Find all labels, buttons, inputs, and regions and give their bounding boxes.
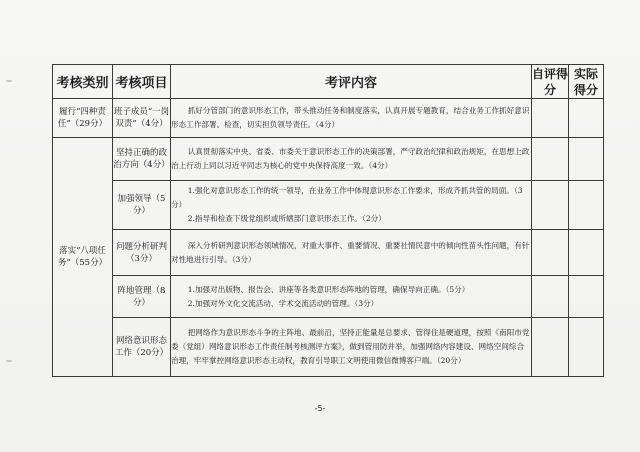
content-text: 2.加强对外文化交流活动、学术交流活动的管理。（3分）	[187, 298, 379, 308]
item-cell: 班子成员“一岗双责”（4分）	[113, 99, 171, 138]
scan-mark	[6, 360, 12, 362]
actual-score-cell	[569, 318, 604, 377]
header-content: 考评内容	[171, 65, 532, 99]
table-row	[53, 181, 604, 230]
actual-score-cell	[569, 138, 604, 181]
content-text: 深入分析研判意识形态领域情况，对重大事件、重要情况、重要社情民意中的倾向性苗头性问题，有针对性地进行引导。（3分）	[171, 240, 530, 264]
table-row	[53, 276, 604, 318]
self-score-cell	[532, 230, 569, 276]
item-cell: 加强领导（5分）	[113, 181, 171, 230]
actual-score-cell	[569, 276, 604, 318]
content-cell	[171, 138, 532, 181]
header-self-score: 自评得分	[532, 66, 569, 97]
self-score-cell	[532, 99, 569, 138]
self-score-cell	[532, 181, 569, 230]
self-score-cell	[532, 276, 569, 318]
self-score-cell	[532, 318, 569, 377]
table-row	[53, 230, 604, 276]
table-row	[53, 138, 604, 181]
header-category: 考核类别	[53, 65, 113, 99]
content-text: 1.加强对出版物、报告会、讲座等各类意识形态阵地的管理，确保导向正确。（5分）	[187, 284, 470, 294]
header-item: 考核项目	[113, 65, 171, 99]
page-number: -5-	[314, 404, 326, 413]
item-cell: 阵地管理（8分）	[113, 276, 171, 318]
table-row	[53, 318, 604, 377]
content-cell	[171, 230, 532, 276]
content-cell	[171, 276, 532, 318]
actual-score-cell	[569, 230, 604, 276]
actual-score-cell	[569, 99, 604, 138]
item-cell: 网络意识形态工作（20分）	[113, 318, 171, 377]
content-text: 抓好分管部门的意识形态工作，带头推动任务和制度落实，认真开展专题教育，结合业务工作抓好意识形态工作部署、检查，切实担负领导责任。（4分）	[171, 106, 530, 129]
content-cell	[171, 99, 532, 138]
category-cell: 履行“四种责任”（29分）	[53, 99, 113, 138]
table-header-row	[53, 65, 604, 99]
content-text: 2.指导和检查下级党组织或所辖部门意识形态工作。（2分）	[187, 214, 386, 223]
content-text: 认真贯彻落实中央、省委、市委关于意识形态工作的决策部署，严守政治纪律和政治规矩，在思想上政治上行动上同以习近平同志为核心的党中央保持高度一致。（4分）	[171, 147, 530, 170]
actual-score-cell	[569, 181, 604, 230]
self-score-cell	[532, 138, 569, 181]
scan-mark	[6, 80, 12, 82]
assessment-table	[52, 64, 604, 377]
item-cell: 问题分析研判（3分）	[113, 230, 171, 276]
content-text: 把网络作为意识形态斗争的主阵地、最前沿，坚持正能量是总要求、管得住是硬道理，按照《南阳市党委（党组）网络意识形态工作责任制考核测评方案》，做到管用防并举，加强网络内容建设、网络空间综合治理，牢牢掌控网络意识形态主动权，教育引导职工文明使用微信微博客户端。（20分）	[171, 328, 530, 365]
category-cell: 落实“八项任务”（55分）	[53, 138, 113, 377]
item-cell: 坚持正确的政治方向（4分）	[113, 138, 171, 181]
table-row	[53, 99, 604, 138]
header-actual-score: 实际得分	[569, 65, 604, 99]
content-text: 1.强化对意识形态工作的统一领导，在业务工作中体现意识形态工作要求，形成齐抓共管的局面。（3分）	[171, 186, 523, 209]
content-cell	[171, 318, 532, 377]
content-cell	[171, 181, 532, 230]
